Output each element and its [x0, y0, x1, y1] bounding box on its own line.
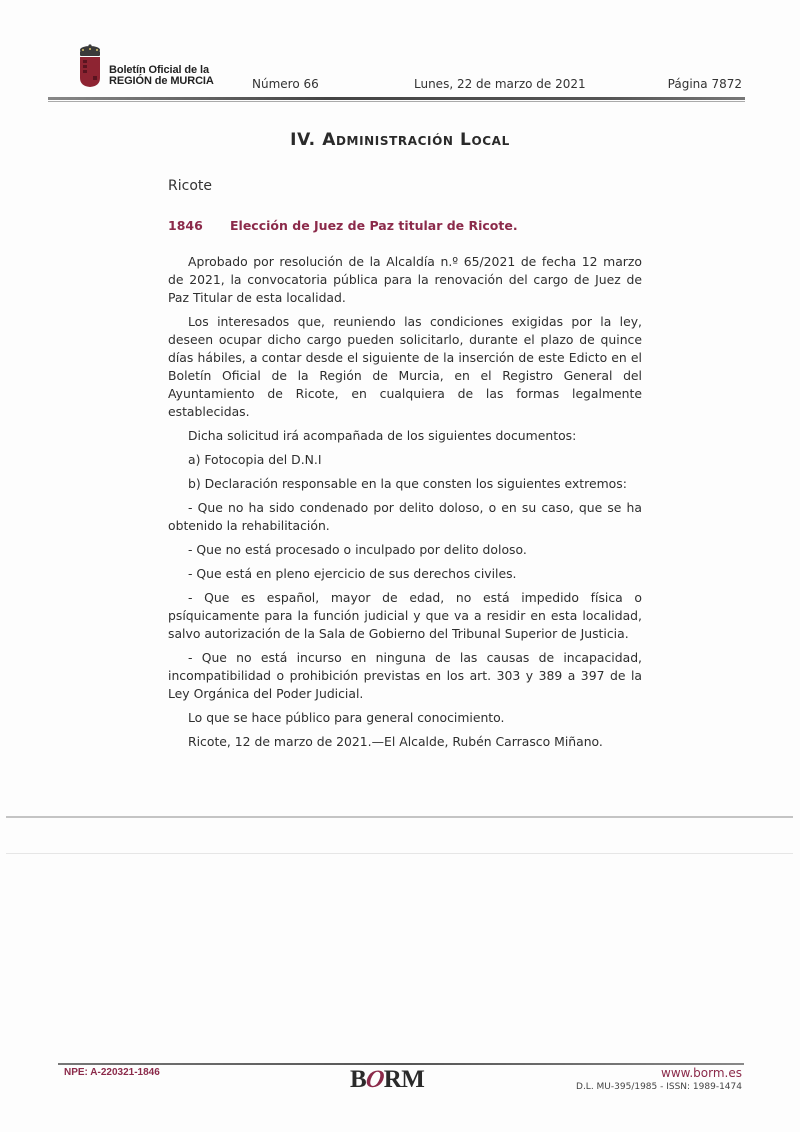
- notice-number: 1846: [168, 218, 203, 233]
- section-title: IV. Administración Local: [290, 130, 510, 150]
- brand-line-2: REGIÓN de MURCIA: [109, 75, 214, 87]
- website-link[interactable]: www.borm.es: [661, 1066, 742, 1080]
- publication-date: Lunes, 22 de marzo de 2021: [414, 77, 586, 91]
- npe-code: NPE: A-220321-1846: [64, 1067, 160, 1078]
- page-header: [78, 44, 742, 104]
- paragraph: Dicha solicitud irá acompañada de los siguientes documentos:: [188, 428, 577, 443]
- list-item: a) Fotocopia del D.N.I: [188, 452, 322, 467]
- requirement-item: - Que no está incurso en ninguna de las causas de incapacidad, incompatibilidad o prohibición previstas en los art. 303 y 389 a 397 de la Ley Orgánica del Poder Judicial.: [168, 650, 642, 701]
- list-item: b) Declaración responsable en la que consten los siguientes extremos:: [188, 476, 627, 491]
- coat-of-arms-icon: [78, 44, 102, 88]
- footer-divider: [58, 1063, 744, 1065]
- notice-body: [168, 253, 642, 757]
- page-fold-divider-thin: [6, 853, 793, 854]
- page-number: Página 7872: [667, 77, 742, 91]
- publisher-brand: [109, 65, 214, 87]
- legal-deposit: D.L. MU-395/1985 - ISSN: 1989-1474: [576, 1082, 742, 1092]
- requirement-item: - Que no ha sido condenado por delito doloso, o en su caso, que se ha obtenido la rehabilitación.: [168, 500, 642, 533]
- requirement-item: - Que es español, mayor de edad, no está impedido física o psíquicamente para la función judicial y que va a residir en esta localidad, salvo autorización de la Sala de Gobierno del Tribunal Superior de Justicia.: [168, 590, 642, 641]
- notice-title: Elección de Juez de Paz titular de Ricote.: [230, 218, 518, 233]
- signature-line: Ricote, 12 de marzo de 2021.—El Alcalde, Rubén Carrasco Miñano.: [188, 734, 603, 749]
- borm-logo: BORM: [350, 1066, 425, 1093]
- requirement-item: - Que no está procesado o inculpado por delito doloso.: [188, 542, 527, 557]
- requirement-item: - Que está en pleno ejercicio de sus derechos civiles.: [188, 566, 517, 581]
- locality-heading: Ricote: [168, 178, 212, 194]
- paragraph: Lo que se hace público para general conocimiento.: [188, 710, 505, 725]
- paragraph: Aprobado por resolución de la Alcaldía n.º 65/2021 de fecha 12 marzo de 2021, la convocatoria pública para la renovación del cargo de Juez de Paz Titular de esta localidad.: [168, 254, 642, 305]
- brand-line-1: Boletín Oficial de la: [109, 64, 209, 76]
- header-divider: [48, 97, 745, 102]
- issue-number: Número 66: [252, 77, 319, 91]
- page-fold-divider: [6, 816, 793, 818]
- paragraph: Los interesados que, reuniendo las condiciones exigidas por la ley, deseen ocupar dicho cargo pueden solicitarlo, durante el plazo de quince días hábiles, a contar desde el siguiente de la inserción de este Edicto en el Boletín Oficial de la Región de Murcia, en el Registro General del Ayuntamiento de Ricote, en cualquiera de las formas legalmente establecidas.: [168, 314, 642, 419]
- notice-heading: [168, 218, 518, 233]
